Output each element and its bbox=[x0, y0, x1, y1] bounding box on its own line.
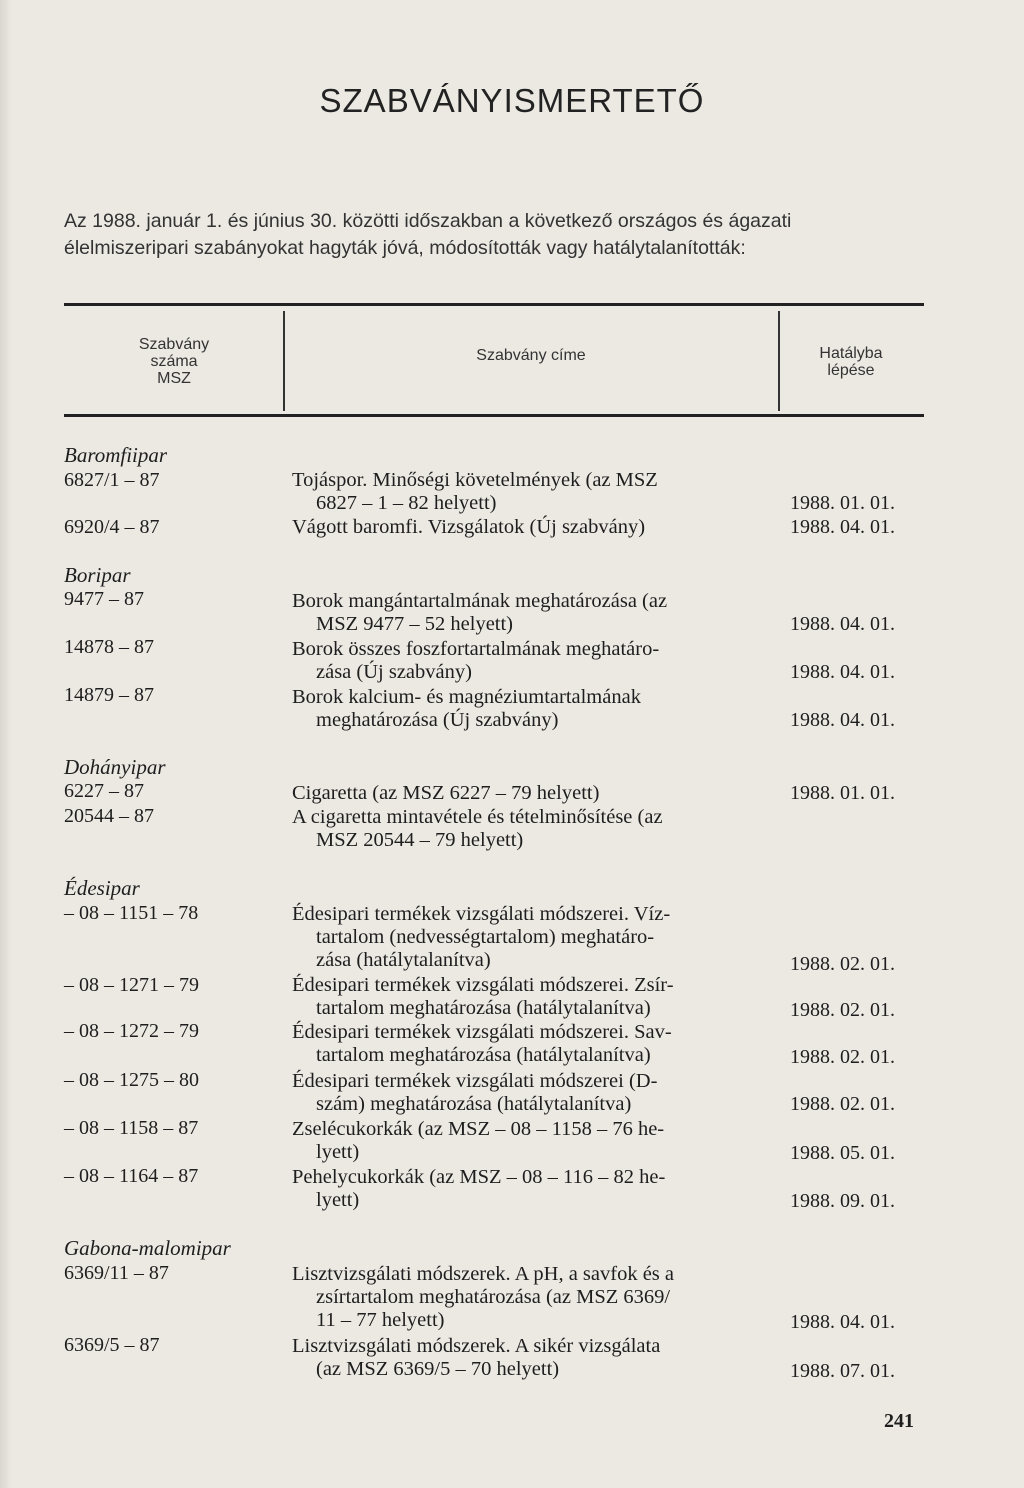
effective-date: 1988. 09. 01. bbox=[790, 1190, 895, 1212]
intro-paragraph bbox=[64, 208, 944, 262]
intro-line: Az 1988. január 1. és június 30. közötti időszakban a következő országos és ágazati bbox=[64, 210, 792, 232]
title-line: Lisztvizsgálati módszerek. A sikér vizsgálata bbox=[292, 1335, 661, 1357]
table-header-rule bbox=[64, 414, 924, 417]
standard-title bbox=[292, 590, 772, 636]
standard-title bbox=[292, 806, 772, 852]
title-line: (az MSZ 6369/5 – 70 helyett) bbox=[316, 1358, 560, 1380]
standard-number: 6920/4 – 87 bbox=[64, 516, 160, 538]
standard-title bbox=[292, 516, 772, 539]
intro-line: élelmiszeripari szabányokat hagyták jóvá, módosították vagy hatálytalanították: bbox=[64, 237, 746, 259]
category-heading: Dohányipar bbox=[64, 755, 166, 779]
standard-number: – 08 – 1272 – 79 bbox=[64, 1020, 199, 1042]
effective-date: 1988. 04. 01. bbox=[790, 709, 895, 731]
standard-number: 6827/1 – 87 bbox=[64, 469, 160, 491]
title-line: szám) meghatározása (hatálytalanítva) bbox=[316, 1093, 632, 1115]
header-col-number bbox=[64, 336, 284, 387]
header-text: Hatályba bbox=[819, 345, 883, 362]
title-line: Borok kalcium- és magnéziumtartalmának bbox=[292, 686, 641, 708]
page-number: 241 bbox=[884, 1410, 914, 1432]
title-line: Édesipari termékek vizsgálati módszerei. Sav- bbox=[292, 1021, 672, 1043]
standard-title bbox=[292, 1118, 772, 1164]
standard-number: – 08 – 1164 – 87 bbox=[64, 1165, 199, 1187]
effective-date: 1988. 02. 01. bbox=[790, 1093, 895, 1115]
header-text: száma bbox=[150, 353, 198, 370]
standard-title bbox=[292, 903, 772, 972]
title-line: 11 – 77 helyett) bbox=[316, 1309, 445, 1331]
header-col-date bbox=[778, 345, 924, 379]
title-line: Lisztvizsgálati módszerek. A pH, a savfok és a bbox=[292, 1263, 674, 1285]
standard-title bbox=[292, 469, 772, 515]
header-text: MSZ bbox=[157, 370, 191, 387]
standard-title bbox=[292, 1335, 772, 1381]
table-top-rule bbox=[64, 303, 924, 306]
title-line: MSZ 9477 – 52 helyett) bbox=[316, 613, 514, 635]
title-line: Pehelycukorkák (az MSZ – 08 – 116 – 82 he- bbox=[292, 1166, 666, 1188]
effective-date: 1988. 02. 01. bbox=[790, 1046, 895, 1068]
effective-date: 1988. 04. 01. bbox=[790, 1311, 895, 1333]
standard-number: 14878 – 87 bbox=[64, 636, 154, 658]
title-line: Édesipari termékek vizsgálati módszerei (D- bbox=[292, 1070, 658, 1092]
effective-date: 1988. 05. 01. bbox=[790, 1142, 895, 1164]
title-line: zása (Új szabvány) bbox=[316, 661, 472, 683]
standard-number: 9477 – 87 bbox=[64, 588, 144, 610]
standard-number: 20544 – 87 bbox=[64, 805, 154, 827]
header-text: Szabvány címe bbox=[476, 347, 586, 364]
standard-title bbox=[292, 638, 772, 684]
standard-title bbox=[292, 782, 772, 805]
standard-number: – 08 – 1158 – 87 bbox=[64, 1117, 199, 1139]
standard-title bbox=[292, 1021, 772, 1067]
effective-date: 1988. 04. 01. bbox=[790, 661, 895, 683]
standard-title bbox=[292, 686, 772, 732]
title-line: Vágott baromfi. Vizsgálatok (Új szabvány) bbox=[292, 516, 646, 538]
header-text: Szabvány bbox=[138, 336, 210, 353]
title-line: Zselécukorkák (az MSZ – 08 – 1158 – 76 he- bbox=[292, 1118, 665, 1140]
effective-date: 1988. 07. 01. bbox=[790, 1360, 895, 1382]
standard-number: 6227 – 87 bbox=[64, 780, 144, 802]
title-line: zsírtartalom meghatározása (az MSZ 6369/ bbox=[316, 1286, 671, 1308]
effective-date: 1988. 01. 01. bbox=[790, 782, 895, 804]
category-heading: Baromfiipar bbox=[64, 443, 168, 467]
category-heading: Gabona-malomipar bbox=[64, 1236, 231, 1260]
standard-number: 14879 – 87 bbox=[64, 684, 154, 706]
title-line: lyett) bbox=[316, 1141, 360, 1163]
effective-date: 1988. 02. 01. bbox=[790, 953, 895, 975]
standard-title bbox=[292, 1166, 772, 1212]
header-col-title bbox=[284, 347, 778, 364]
title-line: Cigaretta (az MSZ 6227 – 79 helyett) bbox=[292, 782, 600, 804]
page-title: SZABVÁNYISMERTETŐ bbox=[319, 82, 705, 119]
standard-number: 6369/11 – 87 bbox=[64, 1262, 169, 1284]
title-line: tartalom (nedvességtartalom) meghatáro- bbox=[316, 926, 655, 948]
standard-title bbox=[292, 1070, 772, 1116]
effective-date: 1988. 04. 01. bbox=[790, 613, 895, 635]
title-line: tartalom meghatározása (hatálytalanítva) bbox=[316, 1044, 651, 1066]
title-line: Borok mangántartalmának meghatározása (az bbox=[292, 590, 668, 612]
effective-date: 1988. 01. 01. bbox=[790, 492, 895, 514]
header-text: lépése bbox=[827, 362, 875, 379]
title-line: Tojáspor. Minőségi követelmények (az MSZ bbox=[292, 469, 658, 491]
title-line: tartalom meghatározása (hatálytalanítva) bbox=[316, 997, 651, 1019]
category-heading: Édesipar bbox=[64, 876, 140, 900]
title-line: 6827 – 1 – 82 helyett) bbox=[316, 492, 497, 514]
title-line: MSZ 20544 – 79 helyett) bbox=[316, 829, 524, 851]
title-line: Édesipari termékek vizsgálati módszerei. Víz- bbox=[292, 903, 671, 925]
title-line: Édesipari termékek vizsgálati módszerei. Zsír- bbox=[292, 974, 674, 996]
standard-title bbox=[292, 974, 772, 1020]
standard-number: – 08 – 1151 – 78 bbox=[64, 902, 199, 924]
title-line: zása (hatálytalanítva) bbox=[316, 949, 491, 971]
title-line: A cigaretta mintavétele és tételminősítése (az bbox=[292, 806, 663, 828]
title-line: meghatározása (Új szabvány) bbox=[316, 709, 559, 731]
standard-number: – 08 – 1275 – 80 bbox=[64, 1069, 199, 1091]
category-heading: Boripar bbox=[64, 563, 131, 587]
effective-date: 1988. 02. 01. bbox=[790, 999, 895, 1021]
title-line: Borok összes foszfortartalmának meghatáro- bbox=[292, 638, 660, 660]
standard-title bbox=[292, 1263, 772, 1332]
effective-date: 1988. 04. 01. bbox=[790, 516, 895, 538]
standard-number: 6369/5 – 87 bbox=[64, 1334, 160, 1356]
title-line: lyett) bbox=[316, 1189, 360, 1211]
standard-number: – 08 – 1271 – 79 bbox=[64, 974, 199, 996]
page-edge bbox=[0, 0, 12, 1488]
